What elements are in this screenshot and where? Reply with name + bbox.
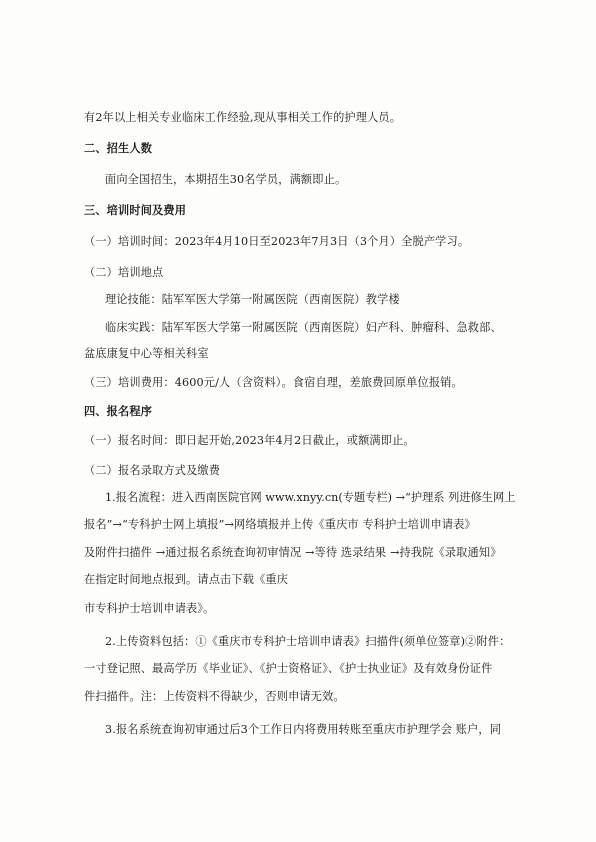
text-line-work-experience: 有2年以上相关专业临床工作经验,现从事相关工作的护理人员。 xyxy=(84,111,402,124)
text-line-theory-location: 理论技能：陆军军医大学第一附属医院（西南医院）教学楼 xyxy=(105,293,400,306)
text-line-training-time: （一）培训时间：2023年4月10日至2023年7月3日（3个月）全脱产学习。 xyxy=(84,235,470,248)
text-line-clinical-location-cont: 盆底康复中心等相关科室 xyxy=(84,347,209,360)
text-line-process-1: 1.报名流程：进入西南医院官网 www.xnyy.cn(专题专栏) →“护理系 列进修生网上 xyxy=(105,491,516,504)
subheading-training-location: （二）培训地点 xyxy=(84,266,164,279)
application-form-link[interactable]: 市专科护士培训申请表》。 xyxy=(84,602,215,615)
text-line-upload-2: 一寸登记照、最高学历《毕业证》、《护士资格证》、《护士执业证》及有效身份证件 xyxy=(84,662,493,675)
text-line-training-fee: （三）培训费用：4600元/人（含资料）。食宿自理，差旅费回原单位报销。 xyxy=(84,376,463,389)
text-line-process-2: 报名”→“专科护士网上填报”→网络填报并上传《重庆市 专科护士培训申请表》 xyxy=(84,518,476,531)
text-line-process-4: 在指定时间地点报到。请点击下载《重庆 xyxy=(84,573,289,586)
section-heading-registration: 四、报名程序 xyxy=(84,405,153,418)
text-line-upload-3: 件扫描件。注：上传资料不得缺少，否则申请无效。 xyxy=(84,690,345,703)
subheading-admission-payment: （二）报名录取方式及缴费 xyxy=(84,464,221,477)
section-heading-time-fees: 三、培训时间及费用 xyxy=(84,204,187,217)
text-line-clinical-location: 临床实践：陆军军医大学第一附属医院（西南医院）妇产科、肿瘤科、急救部、 xyxy=(105,321,502,334)
section-heading-enrollment: 二、招生人数 xyxy=(84,142,153,155)
text-line-payment: 3.报名系统查询初审通过后3个工作日内将费用转账至重庆市护理学会 账户，同 xyxy=(105,723,502,736)
text-line-registration-time: （一）报名时间：即日起开始,2023年4月2日截止，或额满即止。 xyxy=(84,434,415,447)
text-line-upload-1: 2.上传资料包括：①《重庆市专科护士培训申请表》扫描件(须单位签章)②附件： xyxy=(105,635,511,648)
text-line-process-3: 及附件扫描件 →通过报名系统查询初审情况 →等待 选录结果 →持我院《录取通知》 xyxy=(84,546,502,559)
text-line-enrollment: 面向全国招生，本期招生30名学员，满额即止。 xyxy=(105,173,347,186)
